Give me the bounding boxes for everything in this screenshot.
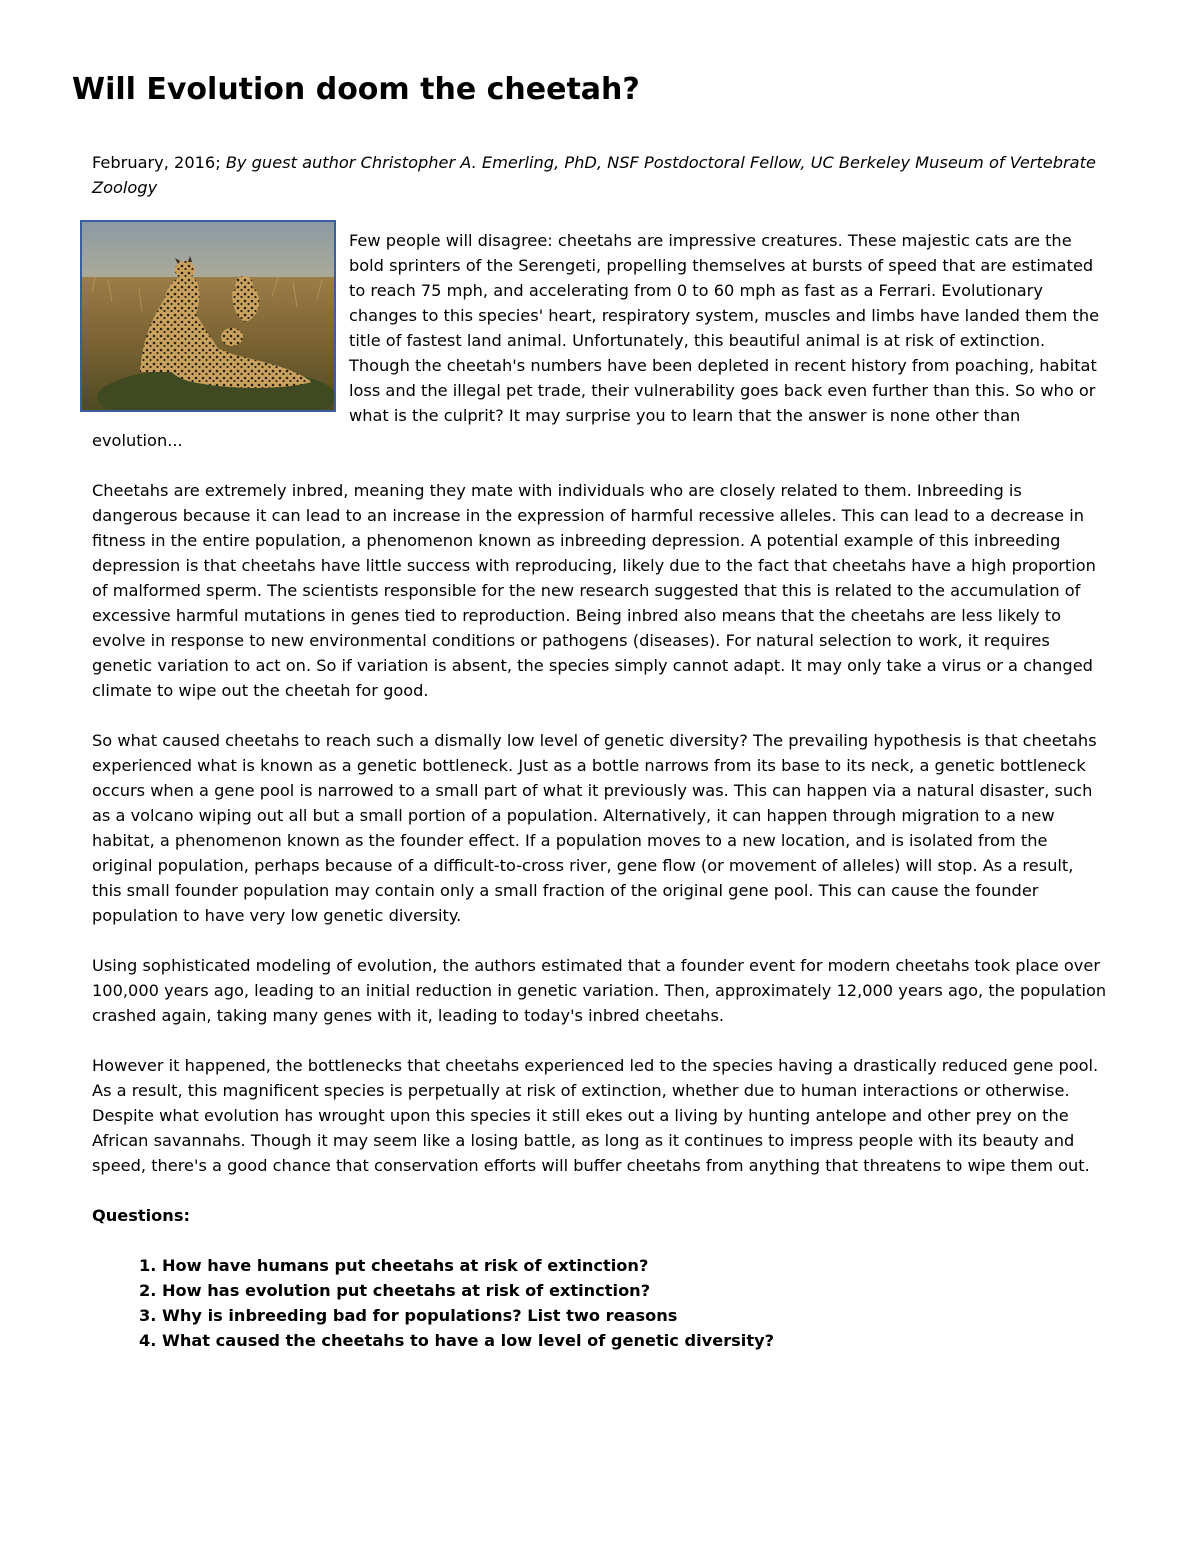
byline <box>92 150 1107 200</box>
cheetah-photo-icon <box>82 222 334 410</box>
byline-date: February, 2016; <box>92 153 221 172</box>
paragraph-5: However it happened, the bottlenecks that cheetahs experienced led to the species having a drastically reduced gene pool. As a result, this magnificent species is perpetually at risk of extinction, whether due to human interactions or otherwise. Despite what evolution has wrought upon this species it still ekes out a living by hunting antelope and other prey on the African savannahs. Though it may seem like a losing battle, as long as it continues to impress people with its beauty and speed, there's a good chance that conservation efforts will buffer cheetahs from anything that threatens to wipe them out. <box>92 1056 1099 1175</box>
question-item: 3. Why is inbreeding bad for populations? List two reasons <box>162 1303 1107 1328</box>
byline-author: By guest author Christopher A. Emerling, PhD, NSF Postdoctoral Fellow, UC Berkeley Museum of Vertebrate Zoology <box>92 153 1096 197</box>
paragraph-4: Using sophisticated modeling of evolution, the authors estimated that a founder event for modern cheetahs took place over 100,000 years ago, leading to an initial reduction in genetic variation. Then, approximately 12,000 years ago, the population crashed again, taking many genes with it, leading to today's inbred cheetahs. <box>92 956 1107 1025</box>
page-title: Will Evolution doom the cheetah? <box>72 72 640 107</box>
questions-heading: Questions: <box>92 1206 190 1225</box>
paragraph-2: Cheetahs are extremely inbred, meaning they mate with individuals who are closely related to them. Inbreeding is dangerous because it can lead to an increase in the expression of harmful recessive alleles. This can lead to a decrease in fitness in the entire population, a phenomenon known as inbreeding depression. A potential example of this inbreeding depression is that cheetahs have little success with reproducing, likely due to the fact that cheetahs have a high proportion of malformed sperm. The scientists responsible for the new research suggested that this is related to the accumulation of excessive harmful mutations in genes tied to reproduction. Being inbred also means that the cheetahs are less likely to evolve in response to new environmental conditions or pathogens (diseases). For natural selection to work, it requires genetic variation to act on. So if variation is absent, the species simply cannot adapt. It may only take a virus or a changed climate to wipe out the cheetah for good. <box>92 481 1096 700</box>
question-item: 4. What caused the cheetahs to have a low level of genetic diversity? <box>162 1328 1107 1353</box>
article-body <box>92 150 1107 1353</box>
cheetah-photo <box>80 220 336 412</box>
questions-list <box>92 1253 1107 1353</box>
paragraph-1: Few people will disagree: cheetahs are impressive creatures. These majestic cats are the bold sprinters of the Serengeti, propelling themselves at bursts of speed that are estimated to reach 75 mph, and accelerating from 0 to 60 mph as fast as a Ferrari. Evolutionary changes to this species' heart, respiratory system, muscles and limbs have landed them the title of fastest land animal. Unfortunately, this beautiful animal is at risk of extinction. Though the cheetah's numbers have been depleted in recent history from poaching, habitat loss and the illegal pet trade, their vulnerability goes back even further than this. So who or what is the culprit? It may surprise you to learn that the answer is none other than evolution... <box>92 231 1100 450</box>
question-item: 1. How have humans put cheetahs at risk of extinction? <box>162 1253 1107 1278</box>
question-item: 2. How has evolution put cheetahs at risk of extinction? <box>162 1278 1107 1303</box>
paragraph-3: So what caused cheetahs to reach such a dismally low level of genetic diversity? The prevailing hypothesis is that cheetahs experienced what is known as a genetic bottleneck. Just as a bottle narrows from its base to its neck, a genetic bottleneck occurs when a gene pool is narrowed to a small part of what it previously was. This can happen via a natural disaster, such as a volcano wiping out all but a small portion of a population. Alternatively, it can happen through migration to a new habitat, a phenomenon known as the founder effect. If a population moves to a new location, and is isolated from the original population, perhaps because of a difficult-to-cross river, gene flow (or movement of alleles) will stop. As a result, this small founder population may contain only a small fraction of the original gene pool. This can cause the founder population to have very low genetic diversity. <box>92 731 1097 925</box>
